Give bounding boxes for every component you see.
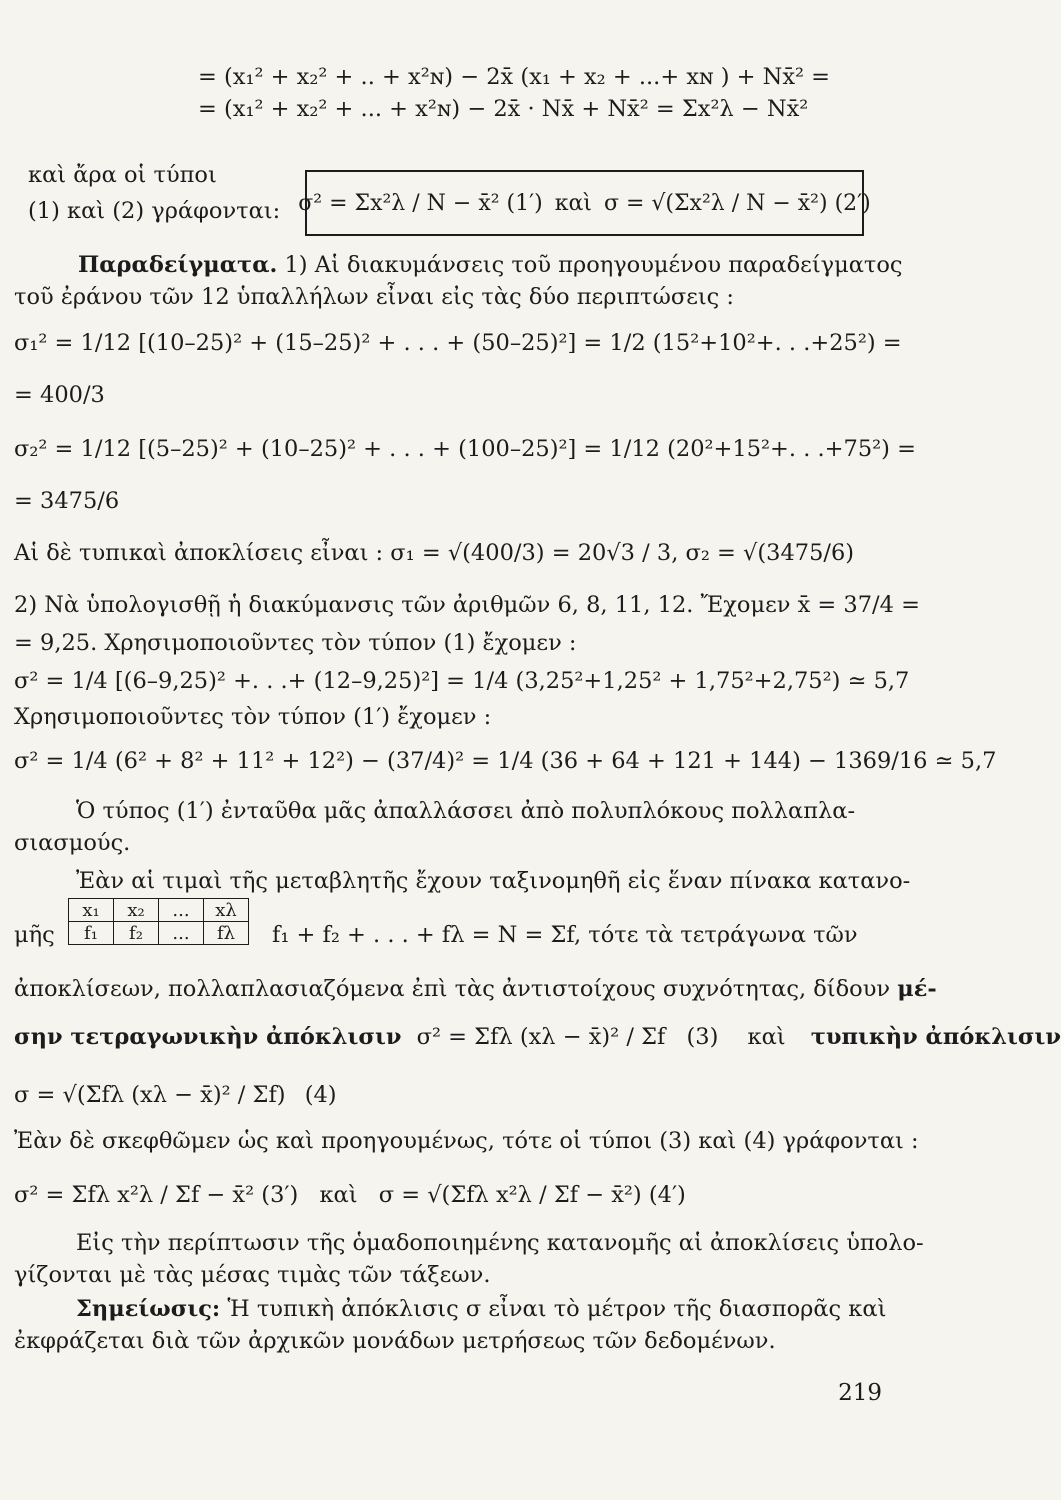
deviations-line: ἀποκλίσεων, πολλαπλασιαζόμενα ἐπὶ τὰς ἀντιστοίχους συχνότητας, δίδουν [14, 976, 891, 1002]
example-2-line-2: = 9,25. Χρησιμοποιοῦντες τὸν τύπον (1) ἔχομεν : [14, 630, 577, 656]
intro-text-1: καὶ ἄρα οἱ τύποι [28, 162, 217, 188]
formula-3-prime: σ² = Σfλ x²λ / Σf − x̄² (3′) [14, 1182, 299, 1208]
table-cell: f₁ [69, 922, 114, 945]
variance-formula-2: σ² = 1/4 (6² + 8² + 11² + 12²) − (37/4)² = 1/4 (36 + 64 + 121 + 144) − 1369/16 ≃ 5,7 [14, 748, 997, 774]
if-think-line: Ἐὰν δὲ σκεφθῶμεν ὡς καὶ προηγουμένως, τότε οἱ τύποι (3) καὶ (4) γράφονται : [14, 1128, 919, 1154]
frequency-table [68, 898, 249, 945]
table-cell: fλ [204, 922, 249, 945]
box-and-word: καὶ [554, 190, 592, 216]
remark-line-2: ἐκφράζεται διὰ τῶν ἀρχικῶν μονάδων μετρήσεως τῶν δεδομένων. [14, 1328, 776, 1354]
formula-1-prime: σ² = Σx²λ / N − x̄² (1′) [298, 190, 543, 216]
remark-label: Σημείωσις: [76, 1296, 221, 1322]
table-cell: f₂ [114, 922, 159, 945]
example-2-line-1: 2) Νὰ ὑπολογισθῇ ἡ διακύμανσις τῶν ἀριθμῶν 6, 8, 11, 12. Ἔχομεν x̄ = 37/4 = [14, 592, 920, 618]
derivation-line-2: = (x₁² + x₂² + ... + x²ɴ) − 2x̄ · Nx̄ + Nx̄² = Σx²λ − Nx̄² [198, 96, 809, 122]
table-cell: ... [159, 922, 204, 945]
typical-deviation-term: τυπικὴν ἀπόκλισιν [810, 1024, 1061, 1050]
table-row [69, 922, 249, 945]
formula-3: σ² = Σfλ (xλ − x̄)² / Σf [416, 1024, 666, 1050]
formula-2-prime: σ = √(Σx²λ / N − x̄²) (2′) [603, 190, 871, 216]
formula-4-label: (4) [304, 1082, 337, 1108]
example-1-intro: 1) Αἱ διακυμάνσεις τοῦ προηγουμένου παραδείγματος [277, 252, 903, 278]
variance-1-result: = 400/3 [14, 382, 105, 408]
variance-2-line: σ₂² = 1/12 [(5–25)² + (10–25)² + . . . + (100–25)²] = 1/12 (20²+15²+. . .+75²) = [14, 436, 916, 462]
example-1-intro-2: τοῦ ἐράνου τῶν 12 ὑπαλλήλων εἶναι εἰς τὰς δύο περιπτώσεις : [14, 284, 734, 310]
grouped-line-1: Εἰς τὴν περίπτωσιν τῆς ὁμαδοποιημένης κατανομῆς αἱ ἀποκλίσεις ὑπολο- [76, 1230, 924, 1256]
variance-1-line: σ₁² = 1/12 [(10–25)² + (15–25)² + . . . + (50–25)²] = 1/2 (15²+10²+. . .+25²) = [14, 330, 902, 356]
bold-mes: μέ- [897, 976, 937, 1002]
mean-square-deviation-term: σην τετραγωνικὴν ἀπόκλισιν [14, 1024, 402, 1050]
using-formula-1prime: Χρησιμοποιοῦντες τὸν τύπον (1′) ἔχομεν : [14, 704, 492, 730]
frequency-sum-line: f₁ + f₂ + . . . + fλ = N = Σf, τότε τὰ τετράγωνα τῶν [272, 922, 858, 948]
table-row [69, 899, 249, 922]
grouped-values-line: Ἐὰν αἱ τιμαὶ τῆς μεταβλητῆς ἔχουν ταξινομηθῆ εἰς ἕναν πίνακα κατανο- [76, 868, 911, 894]
formula-3-and: καὶ [747, 1024, 786, 1050]
page-number: 219 [838, 1380, 882, 1406]
formula-4-prime: σ = √(Σfλ x²λ / Σf − x̄²) (4′) [378, 1182, 686, 1208]
formula-4: σ = √(Σfλ (xλ − x̄)² / Σf) [14, 1082, 286, 1108]
note-line-2: σιασμούς. [14, 830, 131, 856]
formula-4-prime-and: καὶ [319, 1182, 358, 1208]
remark-line-1: Ἡ τυπικὴ ἀπόκλισις σ εἶναι τὸ μέτρον τῆς διασπορᾶς καὶ [220, 1296, 887, 1322]
formula-3-label: (3) [686, 1024, 719, 1050]
table-cell: xλ [204, 899, 249, 922]
table-cell: x₁ [69, 899, 114, 922]
mis-word: μῆς [14, 922, 55, 948]
table-cell: ... [159, 899, 204, 922]
formula-box [298, 170, 871, 236]
variance-2-result: = 3475/6 [14, 488, 120, 514]
typical-deviations-line: Αἱ δὲ τυπικαὶ ἀποκλίσεις εἶναι : σ₁ = √(400/3) = 20√3 / 3, σ₂ = √(3475/6) [14, 540, 855, 566]
derivation-line-1: = (x₁² + x₂² + .. + x²ɴ) − 2x̄ (x₁ + x₂ + ...+ xɴ ) + Nx̄² = [198, 64, 831, 90]
grouped-line-2: γίζονται μὲ τὰς μέσας τιμὰς τῶν τάξεων. [14, 1262, 491, 1288]
note-line-1: Ὁ τύπος (1′) ἐνταῦθα μᾶς ἀπαλλάσσει ἀπὸ πολυπλόκους πολλαπλα- [76, 798, 856, 824]
intro-text-2: (1) καὶ (2) γράφονται: [28, 198, 281, 224]
examples-heading: Παραδείγματα. [78, 252, 278, 278]
table-cell: x₂ [114, 899, 159, 922]
variance-formula-1: σ² = 1/4 [(6–9,25)² +. . .+ (12–9,25)²] = 1/4 (3,25²+1,25² + 1,75²+2,75²) ≃ 5,7 [14, 668, 910, 694]
